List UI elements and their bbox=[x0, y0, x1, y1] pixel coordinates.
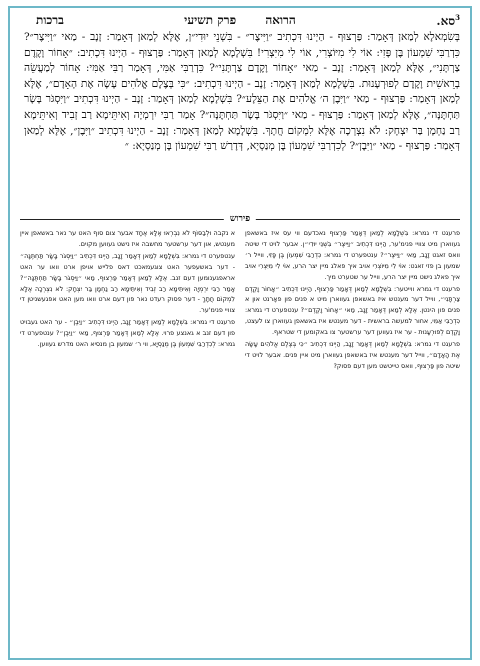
page-header bbox=[10, 8, 470, 30]
peirush-heading: פירוש bbox=[224, 213, 256, 224]
section-divider bbox=[20, 214, 460, 224]
peirush-paragraph: פרעגט די גמרא: בִּשְׁלָמָא לְמַאן דְּאָמַר זָנָב, הַיְינוּ דִּכְתִיב ״וַיִּבֶן״ - ער האט געבויט פון דעם זנב א גאנצע פרוי. אֶלָּא לְמַאן דְּאָמַר פַּרְצוּף, מַאי ״וַיִּבֶן״? ענטפערט די גמרא: לְכִדְרַבִּי שִׁמְעוֹן בֶּן מְנַסְיָא, ווי ר׳ שמעון בן מנסיא האט מדרש געווען. bbox=[20, 318, 235, 349]
daf-superscript: 3 bbox=[455, 13, 460, 22]
peirush-paragraph: פרעגט די גמרא: בִּשְׁלָמָא לְמַאן דְּאָמַר פַּרְצוּף נאכדעם ווי עס איז באשאפן געווארן מיט צוויי פנימ'ער, הַיְינוּ דִּכְתִיב ״וַיִּיצֶר״ בִּשְׁנֵי יוּדִי״ן. אבער לויט די שיטה וואס זאגט זָנָב, מַאי ״וַיִּיצֶר״? ענטפערט די גמרא: כִּדְרַבִּי שִׁמְעוֹן בֶּן פָּזִי, ווייל ר׳ שמעון בן פזי זאגט: אוֹי לִי מִיּוֹצְרִי אויב איך פאלג מיין יצר הרע, אוֹי לִי מִיִּצְרִי אויב איך פאלג נישט מיין יצר הרע, ווייל ער שטערט מיך. bbox=[245, 229, 460, 281]
peirush-paragraph: ענטפערט די גמרא: בִּשְׁלָמָא לְמַאן דְּאָמַר זָנָב, הַיְינוּ דִּכְתִיב ״וַיִּסְגֹּר בָּשָׂר תַּחְתֶּנָּה״ - דער באשעפער האט צוגעמאכט דאס פלייש אויפן ארט וואו ער האט אראפגענומען דעם זנב. אֶלָּא לְמַאן דְּאָמַר פַּרְצוּף, מַאי ״וַיִּסְגֹּר בָּשָׂר תַּחְתֶּנָּה״? אָמַר רַבִּי יִרְמְיָה וְאִיתֵּימָא רַב זְבִיד וְאִיתֵּימָא רַב נַחְמָן בַּר יִצְחָק: לֹא נִצְרְכָה אֶלָּא לִמְקוֹם חֲתָךְ - דער פסוק רעדט נאר פון דעם ארט וואו מען האט אפגעשניטן די צוויי פנימ'ער. bbox=[20, 251, 235, 315]
masechet-name: ברכות bbox=[36, 13, 64, 27]
peirush-paragraph: פרעגט די גמרא ווייטער: בִּשְׁלָמָא לְמַאן דְּאָמַר פַּרְצוּף, הַיְינוּ דִּכְתִיב ״אָחוֹר וָקֶדֶם צַרְתָּנִי״, ווייל דער מענטש איז באשאפן געווארן מיט א פנים פון פאָרנט און א פנים פון הינטן. אֶלָּא לְמַאן דְּאָמַר זָנָב, מַאי ״אָחוֹר וָקֶדֶם״? ענטפערט די גמרא: כִּדְרַבִּי אַמִּי, אחור למעשה בראשית - דער מענטש איז באשאפן געווארן צו לעצט, וָקֶדֶם לְפוּרְעָנוּת - ער איז געווען דער ערשטער צו באקומען די שטראף. bbox=[245, 284, 460, 337]
peirush-commentary bbox=[20, 228, 460, 652]
daf-number: $^3$סא. bbox=[436, 13, 460, 28]
peirush-paragraph: פרעגט די גמרא: בִּשְׁלָמָא לְמַאן דְּאָמַר זָנָב, הַיְינוּ דִּכְתִיב ״כִּי בְּצֶלֶם אֱלֹהִים עָשָׂה אֶת הָאָדָם״, ווייל דער מענטש איז באשאפן געווארן מיט איין פנים. אבער לויט די שיטה פון פַּרְצוּף, וואס טייטשט מען דעם פסוק? bbox=[245, 340, 460, 370]
talmud-page bbox=[8, 6, 472, 660]
peirush-right-column bbox=[245, 228, 460, 652]
peirush-paragraph: א נקבה וּלְבַסּוֹף לֹא נִבְרְאוּ אֶלָּא אֶחָד אבער צום סוף האט ער נאר באשאפן איין מענטש, און דער ערשטער מחשבה איז נישט געווען מקוים. bbox=[20, 229, 235, 248]
peirush-left-column bbox=[20, 228, 235, 652]
perek-title: הרואה פרק תשיעי bbox=[184, 13, 296, 27]
gemara-text: בְּשִׂמְאלָא לְמַאן דְּאָמַר: פַּרְצוּף - הַיְינוּ דִּכְתִיב ״וַיִּיצֶר״ - בִּשְׁנֵי יוּדִי״ן, אֶלָּא לְמַאן דְּאָמַר: זָנָב - מַאי ״וַיִּיצֶר״? כִּדְרַבִּי שִׁמְעוֹן בֶּן פָּזִי: אוֹי לִי מִיּוֹצְרִי, אוֹי לִי מִיִּצְרִי! בִּשְׁלָמָא לְמַאן דְּאָמַר: פַּרְצוּף - הַיְינוּ דִּכְתִיב: ״אָחוֹר וָקֶדֶם צַרְתָּנִי״, אֶלָּא לְמַאן דְּאָמַר: זָנָב - מַאי ״אָחוֹר וָקֶדֶם צַרְתָּנִי״? כִּדְרַבִּי אַמִּי, דְּאָמַר רַבִּי אַמִּי: אָחוֹר לְמַעֲשֵׂה בְרֵאשִׁית וָקֶדֶם לְפוּרְעָנוּת. בִּשְׁלָמָא לְמַאן דְּאָמַר: זָנָב - הַיְינוּ דִּכְתִיב: ״כִּי בְּצֶלֶם אֱלֹהִים עָשָׂה אֶת הָאָדָם״, אֶלָּא לְמַאן דְּאָמַר: פַּרְצוּף - מַאי ״וַיִּבֶן ה׳ אֱלֹהִים אֶת הַצֵּלָע״? בִּשְׁלָמָא לְמַאן דְּאָמַר: זָנָב - הַיְינוּ דִּכְתִיב ״וַיִּסְגֹּר בָּשָׂר תַּחְתֶּנָּה״, אֶלָּא לְמַאן דְּאָמַר: פַּרְצוּף - מַאי ״וַיִּסְגֹּר בָּשָׂר תַּחְתֶּנָּה״? אָמַר רַבִּי יִרְמְיָה וְאִיתֵּימָא רַב זְבִיד וְאִיתֵּימָא רַב נַחְמָן בַּר יִצְחָק: לֹא נִצְרְכָה אֶלָּא לִמְקוֹם חֲתָךְ. בִּשְׁלָמָא לְמַאן דְּאָמַר: זָנָב - הַיְינוּ דִּכְתִיב ״וַיִּבֶן״, אֶלָּא לְמַאן דְּאָמַר: פַּרְצוּף - מַאי ״וַיִּבֶן״? לְכִדְרַבִּי שִׁמְעוֹן בֶּן מְנַסְיָא, דְּדָרַשׁ רַבִּי שִׁמְעוֹן בֶּן מְנַסְיָא: ״ bbox=[24, 31, 460, 153]
